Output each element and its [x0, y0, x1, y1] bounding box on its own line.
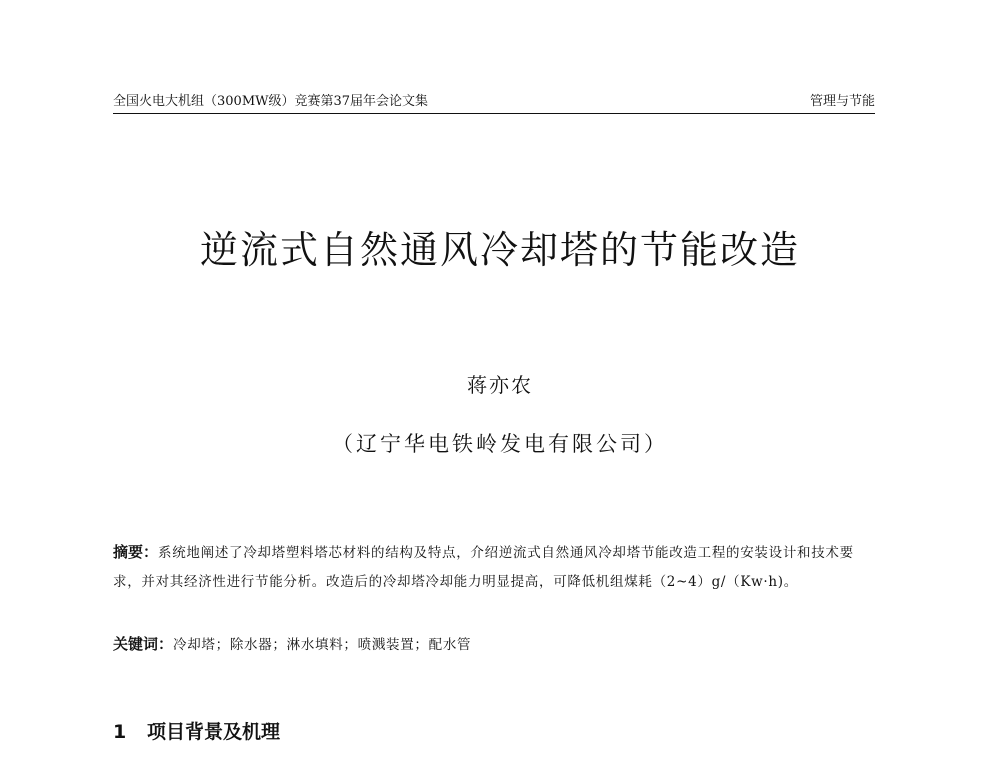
- header-divider: [113, 113, 875, 114]
- keywords-text: 冷却塔；除水器；淋水填料；喷溅装置；配水管: [173, 637, 472, 653]
- abstract-text: 系统地阐述了冷却塔塑料塔芯材料的结构及特点，介绍逆流式自然通风冷却塔节能改造工程的安装设计和技术要求，并对其经济性进行节能分析。改造后的冷却塔冷却能力明显提高，可降低机组煤耗（2~4）g/（Kw·h)。: [113, 545, 854, 590]
- running-header: [113, 92, 875, 112]
- keywords-label: 关键词：: [113, 635, 174, 653]
- section-category: 管理与节能: [809, 94, 875, 109]
- section-number: 1: [113, 721, 127, 743]
- abstract-label: 摘要：: [113, 543, 159, 561]
- author-name: 蒋亦农: [467, 373, 533, 397]
- section-heading: [113, 718, 280, 746]
- abstract-block: [113, 538, 875, 597]
- proceedings-title: 全国火电大机组（300MW级）竞赛第37届年会论文集: [113, 94, 429, 109]
- section-title: 项目背景及机理: [147, 721, 281, 743]
- keywords-block: [113, 630, 875, 660]
- author-affiliation: （辽宁华电铁岭发电有限公司）: [332, 432, 668, 456]
- paper-title: 逆流式自然通风冷却塔的节能改造: [199, 228, 800, 272]
